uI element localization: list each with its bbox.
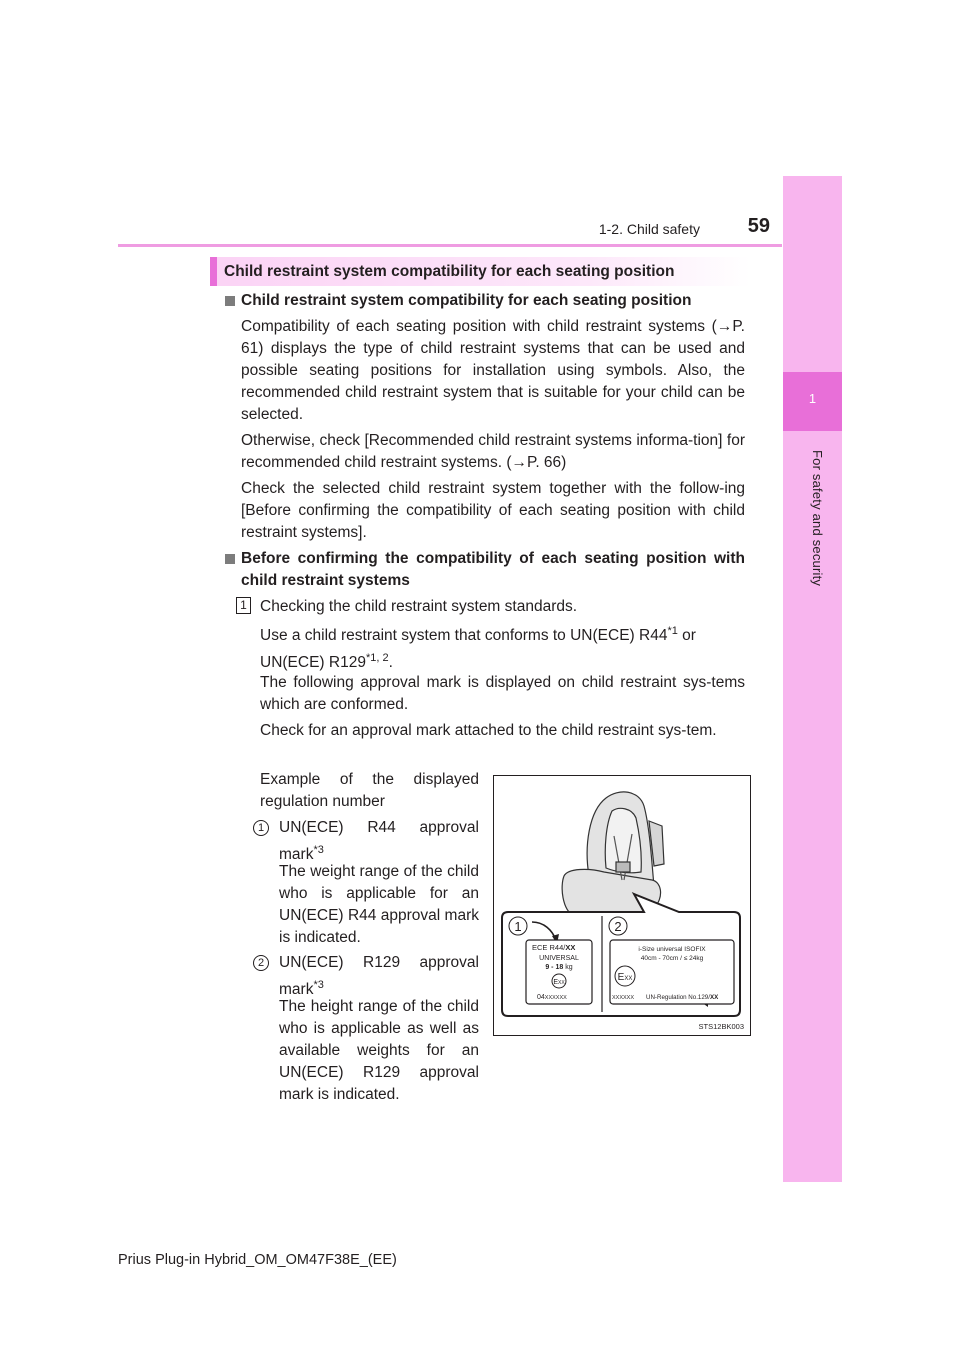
subheading-square-icon xyxy=(225,554,235,564)
subheading-before-confirming: Before confirming the compatibility of each seating position with child restraint systems xyxy=(241,550,745,589)
svg-text:UNIVERSAL: UNIVERSAL xyxy=(539,955,579,962)
svg-text:XXXXXX: XXXXXX xyxy=(612,995,635,1001)
running-header-section: 1-2. Child safety xyxy=(598,221,700,237)
item-r129-desc: The height range of the child who is applicable as well as available weights for an UN(ECE) R129 approval mark is indicated. xyxy=(279,998,479,1103)
paragraph-approval-mark: The following approval mark is displayed on child restraint sys-tems which are conformed. xyxy=(260,674,745,713)
paragraph-compatibility: Compatibility of each seating position with child restraint systems (→P. 61) displays the type of child restraint systems that can be used and possible seating positions for installation using symbols. Also, the recommended child restraint system that is suitable for your child can be selected. xyxy=(241,318,745,423)
page-number: 59 xyxy=(747,215,770,237)
chapter-title: For safety and security xyxy=(810,450,825,587)
child-seat-illustration xyxy=(494,776,750,1035)
svg-text:EXX: EXX xyxy=(617,972,633,983)
paragraph-conforms: Use a child restraint system that conforms to UN(ECE) R44$^{*1}$ or UN(ECE) R129$^{*1, 2}$. xyxy=(260,625,696,672)
paragraph-check-approval: Check for an approval mark attached to the child restraint sys-tem. xyxy=(260,722,717,739)
approval-mark-figure xyxy=(493,775,751,1036)
figure-code: STS12BK003 xyxy=(698,1022,744,1031)
svg-text:40cm - 70cm / ≤ 24kg: 40cm - 70cm / ≤ 24kg xyxy=(640,955,704,962)
svg-text:i-Size universal ISOFIX: i-Size universal ISOFIX xyxy=(638,946,706,953)
section-title: Child restraint system compatibility for each seating position xyxy=(224,263,675,280)
callout-number-1: 1 xyxy=(253,820,269,836)
svg-text:EXX: EXX xyxy=(553,979,565,986)
svg-text:04XXXXXX: 04XXXXXX xyxy=(537,994,567,1001)
step-number-box: 1 xyxy=(236,597,251,614)
footer-document-id: Prius Plug-in Hybrid_OM_OM47F38E_(EE) xyxy=(118,1252,397,1268)
example-caption: Example of the displayed regulation number xyxy=(260,771,479,810)
figure-label-2: 2 xyxy=(614,919,622,934)
svg-text:ECE R44/XX: ECE R44/XX xyxy=(532,943,576,952)
paragraph-recommended: Otherwise, check [Recommended child restraint systems informa-tion] for recommended child restraint systems. (→P. 66) xyxy=(241,432,745,471)
callout-number-2: 2 xyxy=(253,955,269,971)
subheading-square-icon xyxy=(225,296,235,306)
paragraph-check-selected: Check the selected child restraint system together with the follow-ing [Before confirming the compatibility of each seating position with child restraint systems]. xyxy=(241,480,745,541)
chapter-side-tab xyxy=(783,176,842,1182)
header-rule xyxy=(118,244,782,247)
svg-text:UN-Regulation No.129/XX: UN-Regulation No.129/XX xyxy=(646,994,719,1001)
svg-text:9 - 18kg: 9 - 18 kg xyxy=(545,964,573,971)
section-title-accent xyxy=(210,257,217,286)
figure-label-1: 1 xyxy=(514,919,522,934)
step-title: Checking the child restraint system standards. xyxy=(260,598,578,615)
item-r44-desc: The weight range of the child who is applicable for an UN(ECE) R44 approval mark is indicated. xyxy=(279,863,479,946)
chapter-number: 1 xyxy=(808,391,817,406)
subheading-compatibility: Child restraint system compatibility for each seating position xyxy=(241,292,692,309)
item-r44-title: UN(ECE) R44 approval mark$^{*3}$ xyxy=(279,819,479,864)
item-r129-title: UN(ECE) R129 approval mark$^{*3}$ xyxy=(279,954,479,999)
